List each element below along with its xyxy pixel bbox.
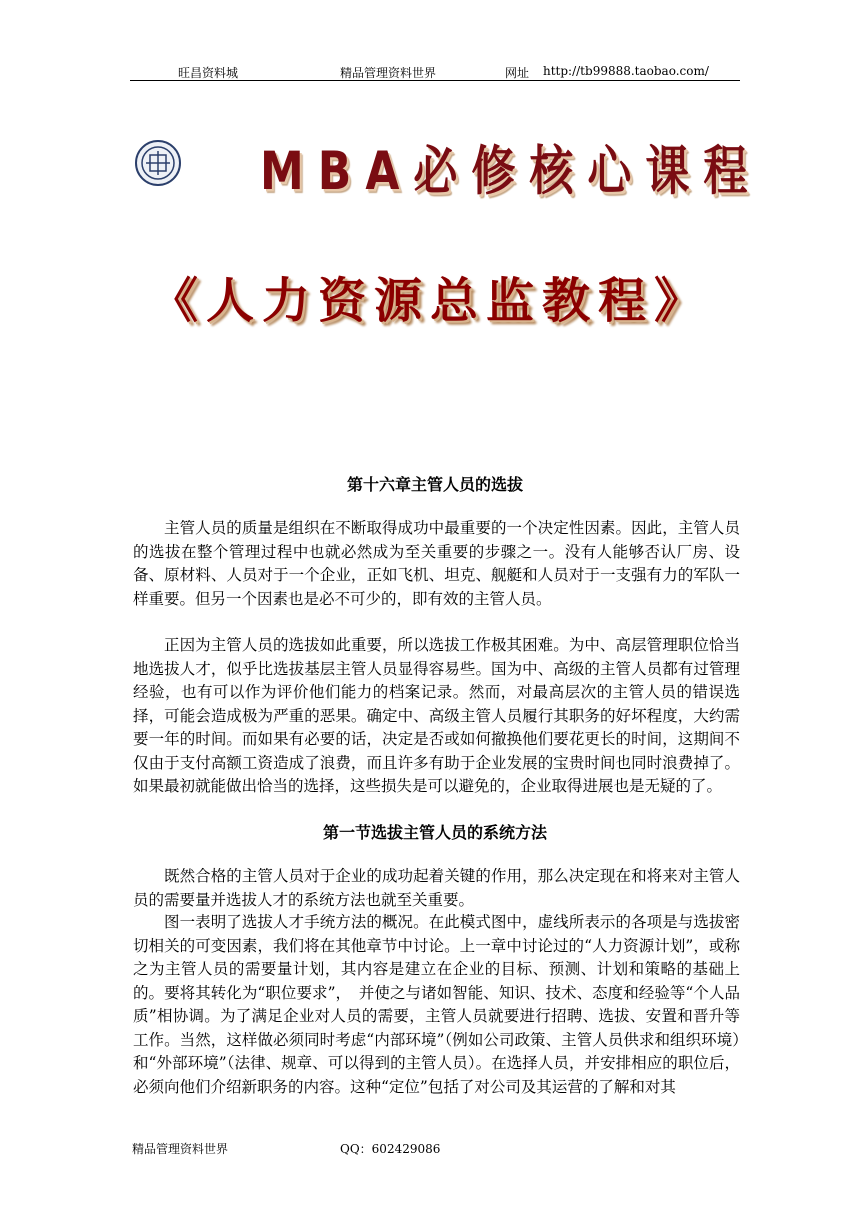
- section-heading: 第一节选拔主管人员的系统方法: [322, 823, 547, 842]
- section-paragraph-2: 图一表明了选拔人才手统方法的概况。在此模式图中，虚线所表示的各项是与选拔密切相关的可变因素，我们将在其他章节中讨论。上一章中讨论过的“人力资源计划”，或称之为主管人员的需要量计划，其内容是建立在企业的目标、预测、计划和策略的基础上的。要将其转化为“职位要求”， 并使之与诸如智能、知识、技术、态度和经验等“个人品质”相协调。为了满足企业对人员的需要，主管人员就要进行招聘、选拔、安置和晋升等工作。当然，这样做必须同时考虑“内部环境”（例如公司政策、主管人员供求和组织环境）和“外部环境”（法律、规章、可以得到的主管人员）。在选择人员，并安排相应的职位后，必须向他们介绍新职务的内容。这种“定位”包括了对公司及其运营的了解和对其: [133, 913, 740, 1096]
- banner-title: MBA必修核心课程: [260, 141, 762, 203]
- header-url-label: 网址: [505, 66, 530, 80]
- chapter-paragraph-2: 正因为主管人员的选拔如此重要，所以选拔工作极其困难。为中、高层管理职位恰当地选拔人才，似乎比选拔基层主管人员显得容易些。国为中、高级的主管人员都有过管理经验，也有可以作为评价他们能力的档案记录。然而，对最高层次的主管人员的错误选择，可能会造成极为严重的恶果。确定中、高级主管人员履行其职务的好坏程度，大约需要一年的时间。而如果有必要的话，决定是否或如何撤换他们要花更长的时间，这期间不仅由于支付高额工资造成了浪费，而且许多有助于企业发展的宝贵时间也同时浪费掉了。如果最初就能做出恰当的选择，这些损失是可以避免的，企业取得进展也是无疑的了。: [133, 636, 740, 795]
- footer-qq: QQ：602429086: [340, 1142, 441, 1156]
- section-paragraph-1: 既然合格的主管人员对于企业的成功起着关键的作用，那么决定现在和将来对主管人员的需要量并选拔人才的系统方法也就至关重要。: [133, 867, 740, 909]
- header-name: 精品管理资料世界: [340, 66, 437, 80]
- header-site: 旺昌资料城: [178, 66, 239, 80]
- header-url: http://tb99888.taobao.com/: [543, 64, 709, 78]
- emblem-logo: [134, 139, 182, 187]
- footer-name: 精品管理资料世界: [132, 1142, 229, 1156]
- chapter-paragraph-1: 主管人员的质量是组织在不断取得成功中最重要的一个决定性因素。因此，主管人员的选拔在整个管理过程中也就必然成为至关重要的步骤之一。没有人能够否认厂房、设备、原材料、人员对于一个企业，正如飞机、坦克、舰艇和人员对于一支强有力的军队一样重要。但另一个因素也是必不可少的，即有效的主管人员。: [133, 519, 740, 608]
- document-title: 《人力资源总监教程》: [150, 273, 711, 329]
- page-header: [130, 60, 740, 81]
- chapter-heading: 第十六章主管人员的选拔: [346, 475, 523, 494]
